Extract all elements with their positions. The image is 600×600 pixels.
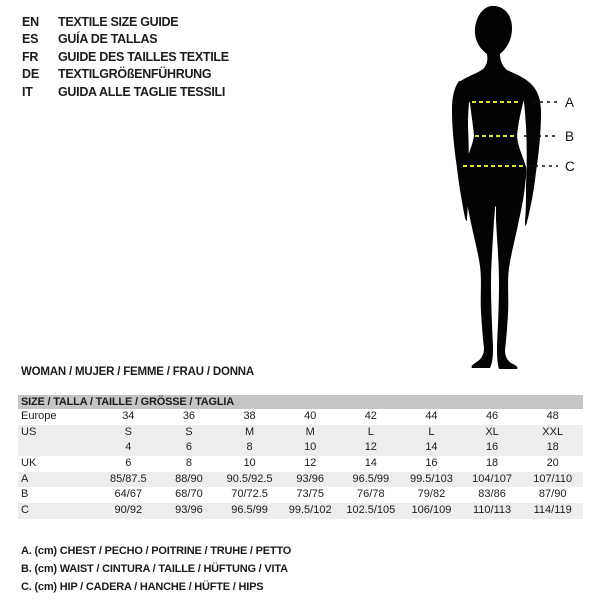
table-cell: 85/87.5: [109, 472, 147, 485]
lang-row-en: [22, 13, 229, 31]
lang-label: GUIDE DES TAILLES TEXTILE: [58, 49, 229, 64]
table-cell: 99.5/102: [288, 504, 332, 517]
silhouette-right-arm: [522, 85, 541, 226]
table-cell: 90.5/92.5: [226, 472, 273, 485]
table-cell: S: [124, 425, 132, 438]
row-label: Europe: [21, 410, 57, 422]
lang-row-es: [22, 31, 229, 49]
marker-a-label: A: [565, 95, 575, 110]
woman-silhouette-figure: [410, 0, 600, 390]
lang-code: DE: [22, 67, 39, 82]
table-cell: 114/119: [533, 504, 572, 517]
table-cell: 93/96: [296, 472, 324, 485]
table-cell: 14: [364, 457, 377, 470]
woman-silhouette: [452, 6, 541, 369]
marker-c-label: C: [565, 159, 575, 174]
table-cell: 88/90: [175, 472, 203, 485]
lang-row-de: [22, 66, 229, 84]
table-cell: 64/67: [114, 488, 143, 501]
table-cell: 90/92: [114, 504, 143, 517]
table-cell: 18: [485, 457, 499, 470]
table-cell: 8: [246, 441, 253, 454]
table-cell: 87/90: [538, 488, 567, 501]
table-cell: 4: [125, 441, 132, 454]
table-cell: 14: [425, 441, 438, 454]
lang-code: EN: [22, 14, 39, 29]
table-cell: 42: [364, 410, 377, 422]
lang-code: IT: [22, 84, 33, 99]
table-cell: 76/78: [357, 488, 385, 501]
table-cell: 83/86: [478, 488, 506, 501]
table-cell: 99.5/103: [410, 472, 453, 485]
table-cell: 34: [122, 410, 135, 422]
table-cell: 12: [304, 457, 317, 470]
table-cell: 68/70: [175, 488, 203, 501]
table-cell: 6: [185, 441, 192, 454]
size-table-header: SIZE / TALLA / TAILLE / GRÖSSE / TAGLIA: [18, 395, 583, 409]
table-cell: 16: [425, 457, 438, 470]
table-cell: 70/72.5: [231, 488, 268, 501]
table-cell: 102.5/105: [346, 504, 396, 517]
lang-label: GUÍA DE TALLAS: [58, 32, 158, 47]
table-row-hip: [18, 503, 583, 519]
table-cell: 110/113: [472, 504, 512, 517]
table-row-europe: [18, 409, 583, 425]
table-cell: M: [244, 425, 255, 438]
table-row-waist: [18, 487, 583, 503]
table-cell: 18: [546, 441, 559, 454]
table-cell: 73/75: [296, 488, 324, 501]
legend-waist: B. (cm) WAIST / CINTURA / TAILLE / HÜFTUNG / VITA: [21, 563, 288, 575]
row-label: A: [21, 472, 29, 485]
table-cell: 10: [304, 441, 317, 454]
table-cell: 10: [243, 457, 256, 470]
table-cell: XXL: [542, 425, 564, 438]
table-row-us: [18, 425, 583, 441]
table-cell: 38: [243, 410, 256, 422]
table-cell: 107/110: [533, 472, 573, 485]
table-cell: 16: [485, 441, 499, 454]
lang-label: GUIDA ALLE TAGLIE TESSILI: [58, 84, 226, 99]
lang-code: ES: [22, 32, 39, 47]
table-cell: 104/107: [472, 472, 512, 485]
language-list: [22, 13, 229, 101]
table-row-uk: [18, 456, 583, 472]
row-label: B: [21, 488, 29, 501]
legend-chest: A. (cm) CHEST / PECHO / POITRINE / TRUHE / PETTO: [21, 545, 292, 557]
table-cell: L: [367, 425, 374, 438]
table-cell: 46: [485, 410, 499, 422]
table-cell: 40: [304, 410, 317, 422]
legend-hip: C. (cm) HIP / CADERA / HANCHE / HÜFTE / HIPS: [21, 581, 264, 593]
table-cell: 48: [546, 410, 559, 422]
table-cell: 8: [185, 457, 192, 470]
measurement-legend: [21, 542, 291, 596]
table-row-us-numeric: [18, 440, 583, 456]
table-cell: 96.5/99: [352, 472, 390, 485]
lang-label: TEXTILE SIZE GUIDE: [58, 14, 179, 29]
row-label: UK: [21, 457, 37, 470]
row-label: US: [21, 425, 37, 438]
table-cell: 6: [125, 457, 132, 470]
silhouette-torso: [459, 6, 532, 207]
lang-row-fr: [22, 48, 229, 66]
lang-code: FR: [22, 49, 39, 64]
table-row-chest: [18, 472, 583, 488]
lang-row-it: [22, 83, 229, 101]
table-cell: 93/96: [175, 504, 203, 517]
table-cell: M: [305, 425, 315, 438]
section-title: WOMAN / MUJER / FEMME / FRAU / DONNA: [21, 366, 255, 378]
table-cell: XL: [485, 425, 499, 438]
size-table: [18, 395, 583, 519]
table-cell: 106/109: [411, 504, 452, 517]
table-cell: 20: [546, 457, 559, 470]
table-cell: 96.5/99: [231, 504, 268, 517]
lang-label: TEXTILGRÖßENFÜHRUNG: [58, 67, 212, 82]
row-label: C: [21, 504, 29, 517]
table-cell: L: [428, 425, 435, 438]
table-cell: S: [185, 425, 193, 438]
table-cell: 44: [425, 410, 438, 422]
marker-b-label: B: [565, 129, 575, 144]
row-label: [18, 440, 98, 456]
table-cell: 79/82: [417, 488, 446, 501]
table-cell: 36: [182, 410, 196, 422]
table-cell: 12: [364, 441, 377, 454]
